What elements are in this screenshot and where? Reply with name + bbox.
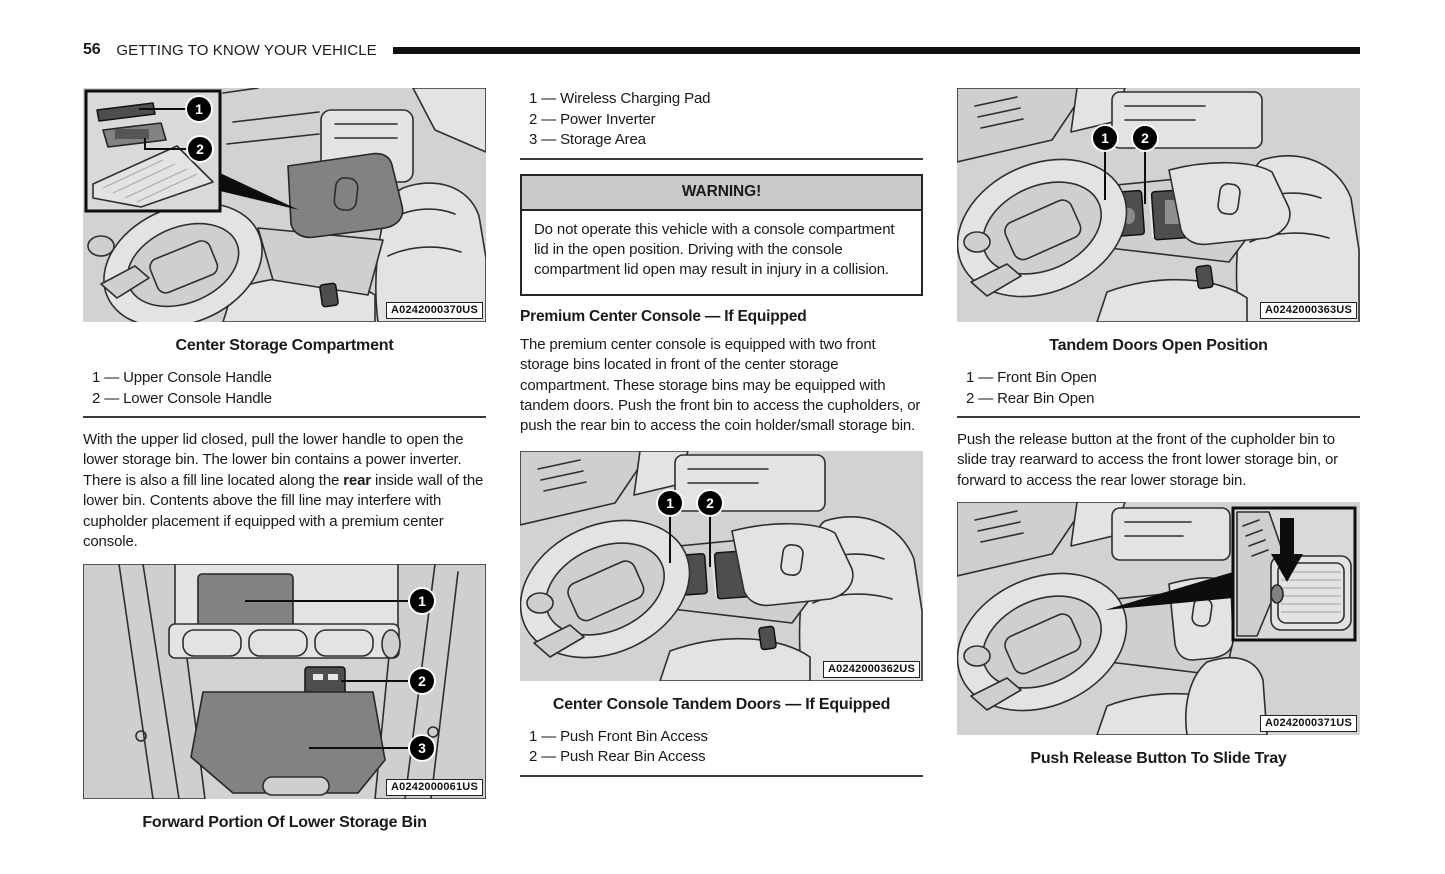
page-header	[83, 41, 1360, 59]
illustration-tandem-doors	[520, 451, 923, 681]
column-right	[957, 88, 1360, 768]
figure-caption-doors-open: Tandem Doors Open Position	[1049, 337, 1268, 354]
paragraph-premium-console: The premium center console is equipped with two front storage bins located in front of the center storage compartment. These storage bins may be equipped with tandem doors. Push the front bin to access the cupholders, or push the rear bin to access the coin holder/small storage bin.	[520, 335, 921, 435]
callout-2: 2	[410, 669, 434, 693]
legend-doors-open	[957, 368, 1360, 418]
figure-center-storage	[83, 88, 486, 322]
figure-tandem-doors	[520, 451, 923, 681]
legend-item: 2 — Push Rear Bin Access	[529, 748, 706, 766]
figure-caption-tandem-doors: Center Console Tandem Doors — If Equipped	[552, 695, 891, 713]
figure-code: A0242000371US	[1260, 715, 1357, 732]
figure-caption-center-storage: Center Storage Compartment	[175, 337, 394, 354]
warning-title: WARNING!	[522, 176, 921, 211]
figure-code: A0242000061US	[386, 779, 483, 796]
legend-item: 1 — Upper Console Handle	[92, 369, 272, 386]
legend-item: 2 — Lower Console Handle	[92, 389, 272, 407]
figure-caption-slide-tray: Push Release Button To Slide Tray	[1030, 750, 1287, 768]
section-heading-premium-console: Premium Center Console — If Equipped	[520, 307, 807, 325]
figure-code: A0242000370US	[386, 302, 483, 319]
figure-lower-bin	[83, 564, 486, 799]
paragraph-release-button: Push the release button at the front of the cupholder bin to slide tray rearward to access the front lower storage bin, or forward to access the rear lower storage bin.	[957, 431, 1339, 489]
legend-item: 3 — Storage Area	[529, 131, 646, 148]
callout-1: 1	[187, 97, 211, 121]
legend-item: 2 — Rear Bin Open	[966, 389, 1095, 407]
page-number: 56	[83, 41, 101, 58]
warning-box	[520, 174, 923, 296]
legend-item: 1 — Push Front Bin Access	[529, 727, 708, 745]
legend-lower-bin	[520, 89, 923, 160]
paragraph-text: inside wall of the lower bin. Contents above the fill line may interfere with cupholder placement if equipped with a premium center console.	[83, 471, 484, 551]
paragraph-bold-word: rear	[343, 471, 371, 489]
figure-code: A0242000363US	[1260, 302, 1357, 319]
legend-item: 2 — Power Inverter	[529, 110, 656, 128]
warning-body: Do not operate this vehicle with a console compartment lid in the open position. Driving with the console compartment lid open may result in injury in a collision.	[522, 211, 921, 294]
figure-caption-lower-bin: Forward Portion Of Lower Storage Bin	[142, 814, 427, 832]
figure-code: A0242000362US	[823, 661, 920, 678]
column-middle	[520, 88, 923, 777]
callout-2: 2	[188, 137, 212, 161]
figure-doors-open	[957, 88, 1360, 322]
callout-1: 1	[1093, 126, 1117, 150]
legend-item: 1 — Wireless Charging Pad	[529, 90, 711, 107]
illustration-center-storage	[83, 88, 486, 322]
illustration-slide-tray	[957, 502, 1360, 735]
page-title: GETTING TO KNOW YOUR VEHICLE	[116, 41, 377, 59]
column-left	[83, 88, 486, 832]
legend-center-storage	[83, 368, 486, 418]
callout-2: 2	[698, 491, 722, 515]
figure-slide-tray	[957, 502, 1360, 735]
callout-1: 1	[410, 589, 434, 613]
legend-item: 1 — Front Bin Open	[966, 369, 1097, 386]
paragraph-lower-bin	[83, 430, 486, 552]
illustration-doors-open	[957, 88, 1360, 322]
header-rule	[393, 47, 1360, 54]
callout-3: 3	[410, 736, 434, 760]
paragraph-text: With the upper lid closed, pull the lower handle to open the lower storage bin. The lower bin contains a power inverter. There is also a fill line located along the	[83, 431, 464, 489]
callout-1: 1	[658, 491, 682, 515]
callout-2: 2	[1133, 126, 1157, 150]
legend-tandem-doors	[520, 727, 923, 777]
